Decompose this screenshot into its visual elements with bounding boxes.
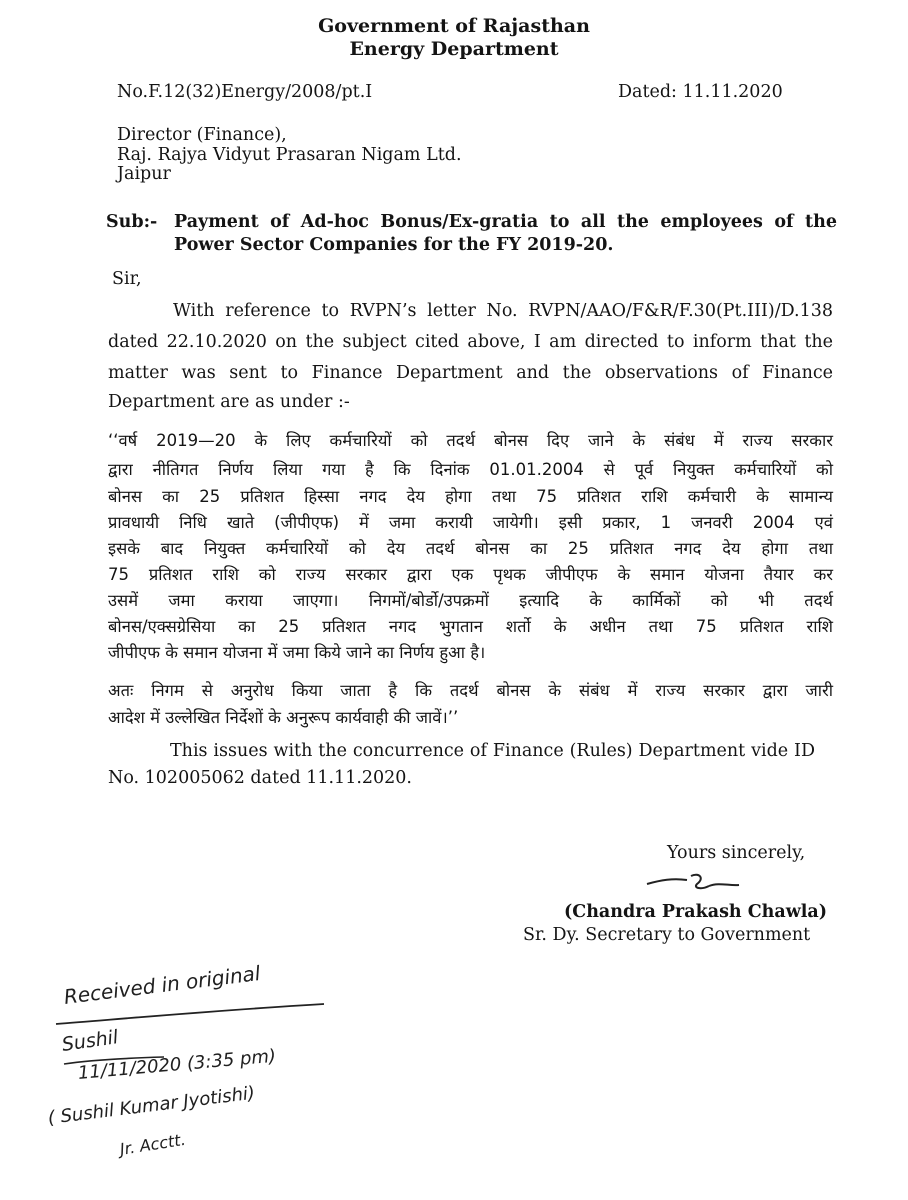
received-datetime: 11/11/2020 (3:35 pm): [77, 1045, 277, 1084]
addressee-line: Jaipur: [117, 164, 171, 184]
hindi-line: जीपीएफ के समान योजना में जमा किये जाने का निर्णय हुआ है।: [108, 643, 486, 662]
receiver-name: ( Sushil Kumar Jyotishi): [46, 1082, 257, 1129]
signatory-name: (Chandra Prakash Chawla): [564, 902, 828, 922]
paragraph-line: dated 22.10.2020 on the subject cited above, I am directed to inform that the: [108, 332, 833, 352]
subject-line: Payment of Ad-hoc Bonus/Ex-gratia to all the employees of the: [174, 212, 837, 232]
paragraph-line: With reference to RVPN’s letter No. RVPN/AAO/F&R/F.30(Pt.III)/D.138: [173, 301, 833, 321]
receiver-signature: Sushil: [60, 1026, 120, 1056]
letter-date: Dated: 11.11.2020: [618, 82, 783, 102]
hindi-line: उसमें जमा कराया जाएगा। निगमों/बोर्डो/उपक्रमों इत्यादि के कार्मिकों को भी तदर्थ: [108, 591, 833, 610]
paragraph-line: Department are as under :-: [108, 392, 350, 412]
hindi-line: बोनस का 25 प्रतिशत हिस्सा नगद देय होगा तथा 75 प्रतिशत राशि कर्मचारी के सामान्य: [108, 487, 833, 506]
paragraph-line: This issues with the concurrence of Finance (Rules) Department vide ID: [170, 741, 815, 761]
closing: Yours sincerely,: [667, 843, 806, 863]
received-underline: [52, 1000, 332, 1030]
hindi-line: ‘‘वर्ष 2019—20 के लिए कर्मचारियों को तदर्थ बोनस दिए जाने के संबंध में राज्य सरकार: [108, 431, 833, 450]
signature-mark: [643, 868, 743, 896]
department-heading: Energy Department: [349, 38, 559, 60]
subject-label: Sub:-: [106, 212, 158, 232]
subject-line: Power Sector Companies for the FY 2019-20.: [174, 235, 614, 255]
hindi-line: 75 प्रतिशत राशि को राज्य सरकार द्वारा एक पृथक जीपीएफ के समान योजना तैयार कर: [108, 565, 833, 584]
paragraph-line: matter was sent to Finance Department and the observations of Finance: [108, 363, 833, 383]
salutation: Sir,: [112, 269, 142, 289]
received-note: Received in original: [62, 961, 262, 1009]
addressee-line: Director (Finance),: [117, 125, 287, 145]
government-heading: Government of Rajasthan: [318, 15, 590, 37]
hindi-line: इसके बाद नियुक्त कर्मचारियों को देय तदर्थ बोनस का 25 प्रतिशत नगद देय होगा तथा: [108, 539, 833, 558]
paragraph-line: No. 102005062 dated 11.11.2020.: [108, 768, 412, 788]
hindi-line: आदेश में उल्लेखित निर्देशों के अनुरूप कार्यवाही की जावें।’’: [108, 708, 459, 727]
hindi-line: बोनस/एक्सग्रेसिया का 25 प्रतिशत नगद भुगतान शर्तो के अधीन तथा 75 प्रतिशत राशि: [108, 617, 833, 636]
signatory-designation: Sr. Dy. Secretary to Government: [523, 925, 811, 945]
hindi-line: द्वारा नीतिगत निर्णय लिया गया है कि दिनांक 01.01.2004 से पूर्व नियुक्त कर्मचारियों को: [108, 460, 833, 479]
addressee-line: Raj. Rajya Vidyut Prasaran Nigam Ltd.: [117, 145, 462, 165]
reference-number: No.F.12(32)Energy/2008/pt.I: [117, 82, 373, 102]
hindi-line: प्रावधायी निधि खाते (जीपीएफ) में जमा करायी जायेगी। इसी प्रकार, 1 जनवरी 2004 एवं: [108, 513, 833, 532]
hindi-line: अतः निगम से अनुरोध किया जाता है कि तदर्थ बोनस के संबंध में राज्य सरकार द्वारा जारी: [108, 681, 833, 700]
receiver-designation: Jr. Acctt.: [118, 1129, 187, 1159]
